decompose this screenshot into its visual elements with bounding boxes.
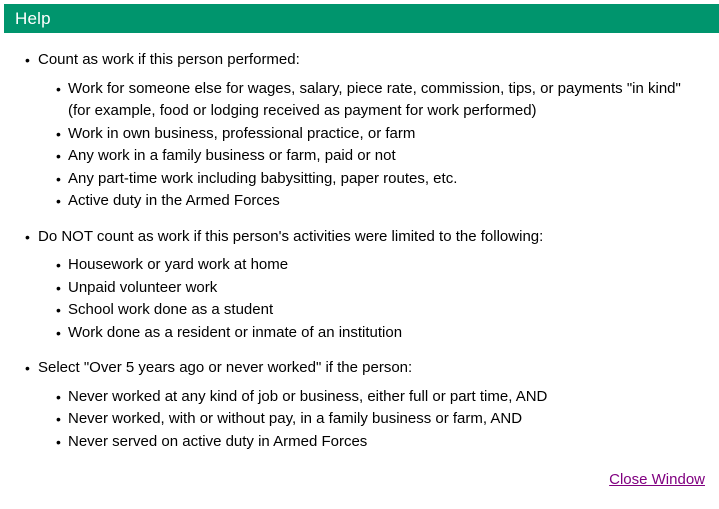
do-not-count-sublist xyxy=(38,254,703,344)
help-window xyxy=(0,4,719,488)
list-item: • Work in own business, professional practice, or farm xyxy=(38,123,703,146)
list-item: • Any part-time work including babysitting, paper routes, etc. xyxy=(38,168,703,191)
list-item: • Housework or yard work at home xyxy=(38,254,703,277)
list-item: • Active duty in the Armed Forces xyxy=(38,190,703,213)
list-item: • Work for someone else for wages, salary, piece rate, commission, tips, or payments "in kind" (for example, food or lodging received as payment for work performed) xyxy=(38,78,703,123)
count-as-work-sublist xyxy=(38,78,703,213)
help-content xyxy=(0,49,719,453)
help-title: Help xyxy=(15,8,51,28)
help-section-over-5-years xyxy=(0,357,703,453)
over-5-years-sublist xyxy=(38,386,703,454)
section-heading: Count as work if this person performed: xyxy=(38,51,300,68)
footer xyxy=(0,471,719,488)
list-item: • School work done as a student xyxy=(38,299,703,322)
help-header xyxy=(4,4,719,33)
list-item: • Never worked at any kind of job or business, either full or part time, AND xyxy=(38,386,703,409)
section-heading: Do NOT count as work if this person's activities were limited to the following: xyxy=(38,227,544,245)
list-item: • Work done as a resident or inmate of an institution xyxy=(38,322,703,345)
list-item: • Any work in a family business or farm, paid or not xyxy=(38,145,703,168)
list-item: • Never worked, with or without pay, in a family business or farm, AND xyxy=(38,408,703,431)
list-item: • Unpaid volunteer work xyxy=(38,277,703,300)
help-topics-list xyxy=(0,49,703,453)
list-item: • Never served on active duty in Armed Forces xyxy=(38,431,703,454)
help-section-do-not-count xyxy=(0,226,703,345)
help-section-count-as-work xyxy=(0,49,703,213)
close-window-link[interactable]: Close Window xyxy=(609,471,705,488)
section-heading: Select "Over 5 years ago or never worked" if the person: xyxy=(38,359,413,376)
